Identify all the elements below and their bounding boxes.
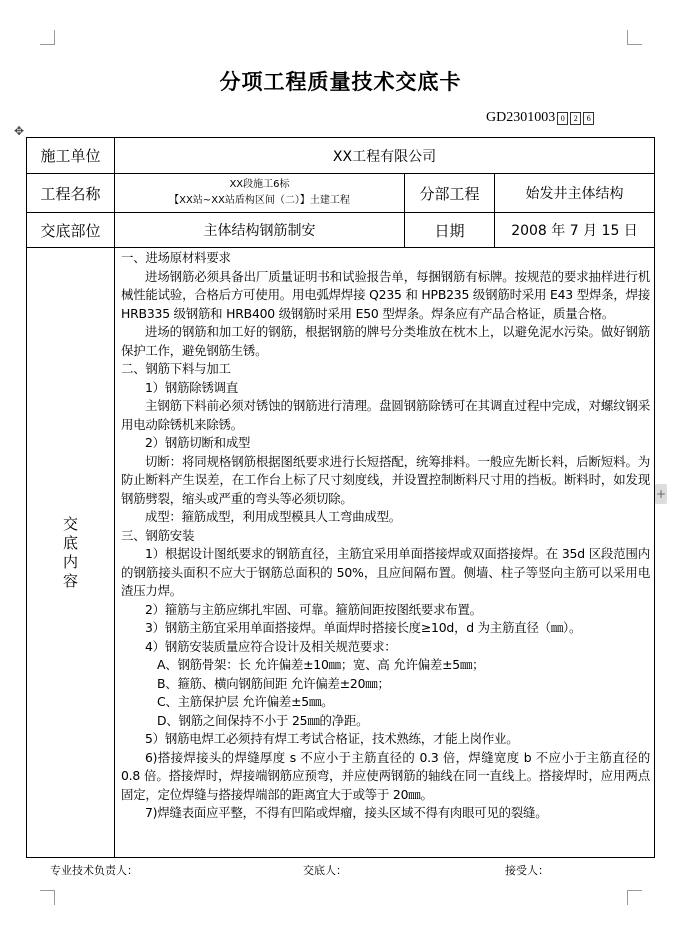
page-corner-mark [40, 30, 55, 45]
table-move-handle-icon[interactable]: ✥ [13, 124, 25, 138]
subproject-label: 分部工程 [405, 174, 495, 213]
content-paragraph: 4）钢筋安装质量应符合设计及相关规范要求： [145, 638, 397, 654]
page-corner-mark [40, 890, 55, 905]
content-paragraph: 3）钢筋主筋宜采用单面搭接焊。单面焊时搭接长度≥10d，d 为主筋直径（㎜）。 [145, 620, 582, 635]
construction-unit-value[interactable]: XX工程有限公司 [115, 138, 655, 174]
document-title: 分项工程质量技术交底卡 [219, 69, 462, 94]
content-paragraph: 三、钢筋安装 [121, 527, 195, 543]
document-number [486, 110, 594, 126]
receiver-signature-label: 接受人： [505, 864, 549, 877]
content-label-char: 内 [62, 552, 78, 571]
content-paragraph: 1）钢筋除锈调直 [145, 379, 239, 395]
document-number-box: 2 [570, 112, 581, 125]
content-paragraph: 7)焊缝表面应平整，不得有凹陷或焊瘤，接头区域不得有肉眼可见的裂缝。 [145, 805, 548, 820]
content-paragraph: 进场钢筋必须具备出厂质量证明书和试验报告单，每捆钢筋有标牌。按规范的要求抽样进行机械性能试验，合格后方可使用。用电弧焊焊接 Q235 和 HPB235 级钢筋时采用 E43 型焊条，焊接 HRB335 级钢筋和 HRB400 级钢筋时采用 E50 型焊条。焊条应有产品合格证，质量合格。 [121, 268, 651, 321]
project-name-line1: XX段施工6标 [229, 179, 290, 190]
page-corner-mark [627, 890, 642, 905]
content-paragraph: 成型：箍筋成型，利用成型模具人工弯曲成型。 [145, 509, 402, 524]
content-paragraph: 进场的钢筋和加工好的钢筋，根据钢筋的牌号分类堆放在枕木上，以避免泥水污染。做好钢筋保护工作，避免钢筋生锈。 [121, 324, 651, 358]
subproject-value[interactable]: 始发井主体结构 [495, 174, 655, 213]
project-name-value[interactable] [115, 174, 405, 213]
content-paragraph: 5）钢筋电焊工必须持有焊工考试合格证，技术熟练，才能上岗作业。 [145, 731, 519, 746]
content-paragraph: C、主筋保护层 允许偏差±5㎜。 [157, 694, 334, 709]
project-name-label: 工程名称 [27, 174, 115, 213]
document-number-prefix: GD2301003 [486, 110, 556, 125]
document-number-box: 0 [557, 112, 568, 125]
content-paragraph: 6)搭接焊接头的焊缝厚度 s 不应小于主筋直径的 0.3 倍，焊缝宽度 b 不应小于主筋直径的 0.8 倍。搭接焊时，焊接端钢筋应预弯，并应使两钢筋的轴线在同一直线上。搭接焊时，应用两点固定，定位焊缝与搭接焊端部的距离宜大于或等于 20㎜。 [121, 749, 651, 802]
construction-unit-label: 施工单位 [27, 138, 115, 174]
content-paragraph: 1）根据设计图纸要求的钢筋直径，主筋宜采用单面搭接焊或双面搭接焊。在 35d 区段范围内的钢筋接头面积不应大于钢筋总面积的 50%，且应间隔布置。侧墙、柱子等竖向主筋可以采用电渣压力焊。 [121, 546, 651, 598]
disclosure-content-body[interactable] [115, 248, 655, 858]
disclosure-part-label: 交底部位 [27, 213, 115, 248]
disclosure-content-label [27, 248, 115, 858]
content-label-char: 容 [62, 571, 78, 590]
tech-lead-signature-label: 专业技术负责人： [50, 864, 138, 877]
project-name-line2: 【XX站~XX站盾构区间（二）】土建工程 [169, 195, 350, 206]
page-corner-mark [627, 30, 642, 45]
content-label-char: 交 [62, 514, 78, 533]
content-paragraph: 主钢筋下料前必须对锈蚀的钢筋进行清理。盘圆钢筋除锈可在其调直过程中完成，对螺纹钢采用电动除锈机来除锈。 [121, 398, 651, 432]
disclosure-part-value[interactable]: 主体结构钢筋制安 [115, 213, 405, 248]
content-paragraph: 切断：将同规格钢筋根据图纸要求进行长短搭配，统筹排料。一般应先断长料，后断短料。为防止断料产生误差，在工作台上标了尺寸刻度线，并设置控制断料尺寸用的挡板。断料时，如发现钢筋劈裂，缩头或严重的弯头等必须切除。 [121, 453, 651, 506]
discloser-signature-label: 交底人： [303, 864, 347, 877]
content-paragraph: D、钢筋之间保持不小于 25㎜的净距。 [157, 712, 369, 728]
add-column-plus-icon[interactable]: + [655, 484, 667, 504]
content-paragraph: 一、进场原材料要求 [121, 250, 231, 265]
content-label-char: 底 [62, 533, 78, 552]
content-paragraph: B、箍筋、横向钢筋间距 允许偏差±20㎜； [157, 675, 390, 691]
content-paragraph: A、钢筋骨架：长 允许偏差±10㎜；宽、高 允许偏差±5㎜； [157, 657, 485, 672]
content-paragraph: 2）箍筋与主筋应绑扎牢固、可靠。箍筋间距按图纸要求布置。 [145, 601, 482, 617]
disclosure-form-table [26, 137, 655, 858]
date-value[interactable]: 2008 年 7 月 15 日 [495, 213, 655, 248]
document-number-box: 6 [583, 112, 594, 125]
content-paragraph: 二、钢筋下料与加工 [121, 361, 231, 376]
date-label: 日期 [405, 213, 495, 248]
content-paragraph: 2）钢筋切断和成型 [145, 435, 251, 450]
